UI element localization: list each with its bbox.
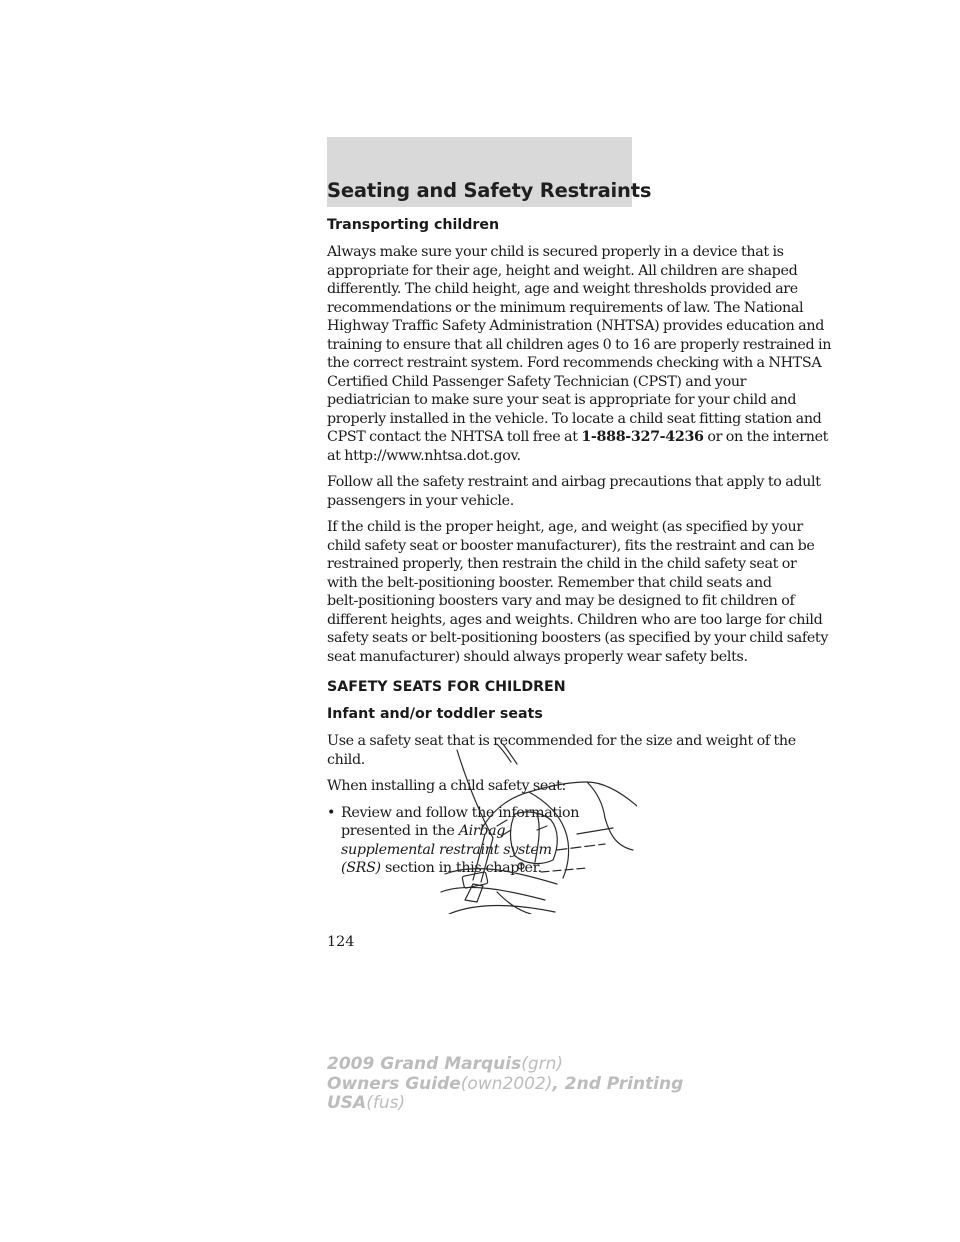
paragraph-when-installing: When installing a child safety seat: bbox=[327, 778, 567, 794]
bullet-text: Review and follow the information presented in the Airbag supplemental restraint system (SRS) section in this chapter. bbox=[341, 804, 580, 876]
page-title: Seating and Safety Restraints bbox=[327, 179, 652, 202]
footer-line-3: USA(fus) bbox=[327, 1093, 406, 1113]
paragraph-use-safety-seat: Use a safety seat that is recommended for the size and weight of the child. bbox=[327, 733, 796, 768]
child-seat-buckle-illustration bbox=[437, 742, 637, 914]
bullet-icon: • bbox=[327, 804, 336, 821]
document-footer bbox=[327, 1055, 683, 1114]
paragraph-precautions: Follow all the safety restraint and airbag precautions that apply to adult passengers in your vehicle. bbox=[327, 474, 821, 509]
footer-line-2: Owners Guide(own2002), 2nd Printing bbox=[327, 1073, 684, 1094]
paragraph-proper-restraint: If the child is the proper height, age, and weight (as specified by your child safety seat or booster manufacturer), fits the restraint and can be restrained properly, then restrain the child in the child safety seat or with the belt-positioning booster. Remember that child seats and belt-positioning boosters vary and may be designed to fit children of different heights, ages and weights. Children who are too large for child safety seats or belt-positioning boosters (as specified by your child safety seat manufacturer) should always properly wear safety belts. bbox=[327, 519, 829, 665]
footer-line-1: 2009 Grand Marquis(grn) bbox=[327, 1054, 564, 1074]
phone-line: CPST contact the NHTSA toll free at 1-888-327-4236 or on the internet bbox=[327, 429, 829, 445]
heading-infant-toddler: Infant and/or toddler seats bbox=[327, 706, 543, 722]
heading-safety-seats: SAFETY SEATS FOR CHILDREN bbox=[327, 679, 566, 695]
phone-number: 1-888-327-4236 bbox=[581, 429, 704, 445]
heading-transporting-children: Transporting children bbox=[327, 217, 500, 233]
nhtsa-url: at http://www.nhtsa.dot.gov. bbox=[327, 447, 521, 464]
page-number: 124 bbox=[327, 934, 355, 950]
paragraph-intro: Always make sure your child is secured properly in a device that is appropriate for their age, height and weight. All children are shaped differently. The child height, age and weight thresholds provided are recommendations or the minimum requirements of law. The National Highway Traffic Safety Administration (NHTSA) provides education and training to ensure that all children ages 0 to 16 are properly restrained in the correct restraint system. Ford recommends checking with a NHTSA Certified Child Passenger Safety Technician (CPST) and your pediatrician to make sure your seat is appropriate for your child and properly installed in the vehicle. To locate a child seat fitting station and CPST contact the NHTSA toll free at 1-888-327-4236 or on the internet at http://www.nhtsa.dot.gov. bbox=[327, 244, 832, 464]
airbag-section-ref: Airbag bbox=[458, 823, 506, 839]
